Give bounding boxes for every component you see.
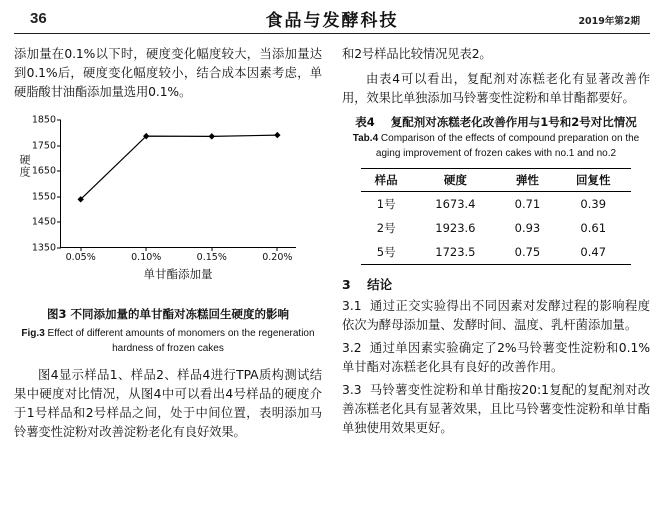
chart-y-tick-mark <box>57 120 61 121</box>
section-heading-conclusions <box>342 275 650 293</box>
section-number: 3 <box>342 277 351 292</box>
chart-y-tick-mark <box>57 196 61 197</box>
chart-y-tick-mark <box>57 248 61 249</box>
conclusion-text: 马铃薯变性淀粉和单甘酯按20:1复配的复配剂对改善冻糕老化具有显著效果，且比马铃薯变性淀粉和单甘酯单独使用效果更好。 <box>342 383 650 435</box>
chart-x-tick-mark <box>211 247 212 251</box>
table-row <box>361 192 631 217</box>
table-4-body <box>361 192 631 265</box>
table-4 <box>361 168 631 265</box>
table-cell: 0.61 <box>580 221 607 235</box>
chart-y-tick-label: 1650 <box>31 165 56 177</box>
chart-x-tick-label: 0.20% <box>262 252 293 263</box>
conclusion-item-2 <box>342 339 650 377</box>
table-4-title-en-text: Comparison of the effects of compound preparation on the aging improvement of frozen cakes with no.1 and no.2 <box>375 133 640 159</box>
table-cell: 0.93 <box>514 221 541 235</box>
conclusion-number: 3.3 <box>342 383 362 397</box>
chart-x-tick-label: 0.05% <box>65 252 96 263</box>
table-4-label-en: Tab.4 <box>352 133 379 144</box>
chart-x-tick-mark <box>146 247 147 251</box>
left-column <box>14 45 322 448</box>
figure-3-caption-en <box>14 326 322 356</box>
figure-3-label-en: Fig.3 <box>21 328 45 339</box>
table-cell: 0.71 <box>514 197 541 211</box>
section-title: 结论 <box>367 277 393 292</box>
table-cell: 1923.6 <box>435 221 476 235</box>
page-number: 36 <box>30 10 47 27</box>
chart-y-tick-label: 1850 <box>31 114 56 126</box>
table-col-header: 样品 <box>361 169 411 192</box>
table-4-head <box>361 169 631 192</box>
chart-y-axis-label: 硬度 <box>18 154 31 178</box>
table-cell: 2号 <box>376 221 396 235</box>
table-row <box>361 240 631 265</box>
chart-y-tick-label: 1350 <box>31 242 56 254</box>
table-cell: 1673.4 <box>435 197 476 211</box>
table-cell: 5号 <box>361 240 411 265</box>
journal-title: 食品与发酵科技 <box>265 11 399 31</box>
chart-y-tick-mark <box>57 222 61 223</box>
table-cell: 0.39 <box>580 197 607 211</box>
chart-x-axis-label: 单甘酯添加量 <box>143 267 213 281</box>
chart-y-tick-mark <box>57 171 61 172</box>
chart-y-tick-label: 1750 <box>31 140 56 152</box>
right-paragraph-2: 由表4可以看出，复配剂对冻糕老化有显著改善作用，效果比单独添加马铃薯变性淀粉和单甘酯都要好。 <box>342 72 650 105</box>
table-cell: 1723.5 <box>411 240 499 265</box>
table-col-header: 弹性 <box>499 169 555 192</box>
table-4-title-en <box>342 132 650 161</box>
header-divider <box>14 33 650 34</box>
figure-3-caption-cn: 图3 不同添加量的单甘酯对冻糕回生硬度的影响 <box>46 307 289 321</box>
conclusion-item-1 <box>342 297 650 335</box>
conclusion-item-3 <box>342 381 650 438</box>
right-paragraph-1: 和2号样品比较情况见表2。 <box>342 47 492 61</box>
chart-y-tick-label: 1450 <box>31 216 56 228</box>
table-cell: 0.75 <box>499 240 555 265</box>
table-row <box>361 216 631 240</box>
chart-series-line <box>61 120 297 248</box>
left-paragraph-1: 添加量在0.1%以下时，硬度变化幅度较大，当添加量达到0.1%后，硬度变化幅度较小，结合成本因素考虑，单硬脂酸甘油酯添加量选用0.1%。 <box>14 47 322 99</box>
left-paragraph-2: 图4显示样品1、样品2、样品4进行TPA质构测试结果中硬度对比情况，从图4中可以看出4号样品的硬度介于1号样品和2号样品之间，处于中间位置，表明添加马铃薯变性淀粉对改善淀粉老化有良好效果。 <box>14 368 322 439</box>
table-4-title-cn-text: 复配剂对冻糕老化改善作用与1号和2号对比情况 <box>390 115 637 129</box>
figure-3 <box>14 112 322 292</box>
table-4-label-cn: 表4 <box>355 115 375 129</box>
table-col-header: 回复性 <box>555 169 631 192</box>
chart-plot-area <box>31 114 296 263</box>
chart-y-tick-mark <box>57 145 61 146</box>
issue-label: 2019年第2期 <box>578 16 640 27</box>
figure-3-caption-en-text: Effect of different amounts of monomers on the regeneration hardness of frozen cakes <box>47 328 315 354</box>
conclusion-text: 通过正交实验得出不同因素对发酵过程的影响程度依次为酵母添加量、发酵时间、温度、乳杆菌添加量。 <box>342 299 650 332</box>
chart-x-tick-mark <box>277 247 278 251</box>
conclusion-text: 通过单因素实验确定了2%马铃薯变性淀粉和0.1%单甘酯对冻糕老化具有良好的改善作用。 <box>342 341 651 374</box>
chart-x-tick-mark <box>80 247 81 251</box>
chart-x-tick-label: 0.15% <box>196 252 227 263</box>
conclusion-number: 3.2 <box>342 341 362 355</box>
table-col-header: 硬度 <box>411 169 499 192</box>
chart-y-tick-label: 1550 <box>31 191 56 203</box>
conclusion-number: 3.1 <box>342 299 362 313</box>
right-column <box>342 45 650 448</box>
table-cell: 1号 <box>376 197 396 211</box>
chart-x-tick-label: 0.10% <box>131 252 162 263</box>
table-4-title-cn <box>342 114 650 130</box>
page-header <box>14 6 650 36</box>
table-header-row <box>361 169 631 192</box>
table-cell: 0.47 <box>555 240 631 265</box>
two-column-body <box>14 45 650 448</box>
